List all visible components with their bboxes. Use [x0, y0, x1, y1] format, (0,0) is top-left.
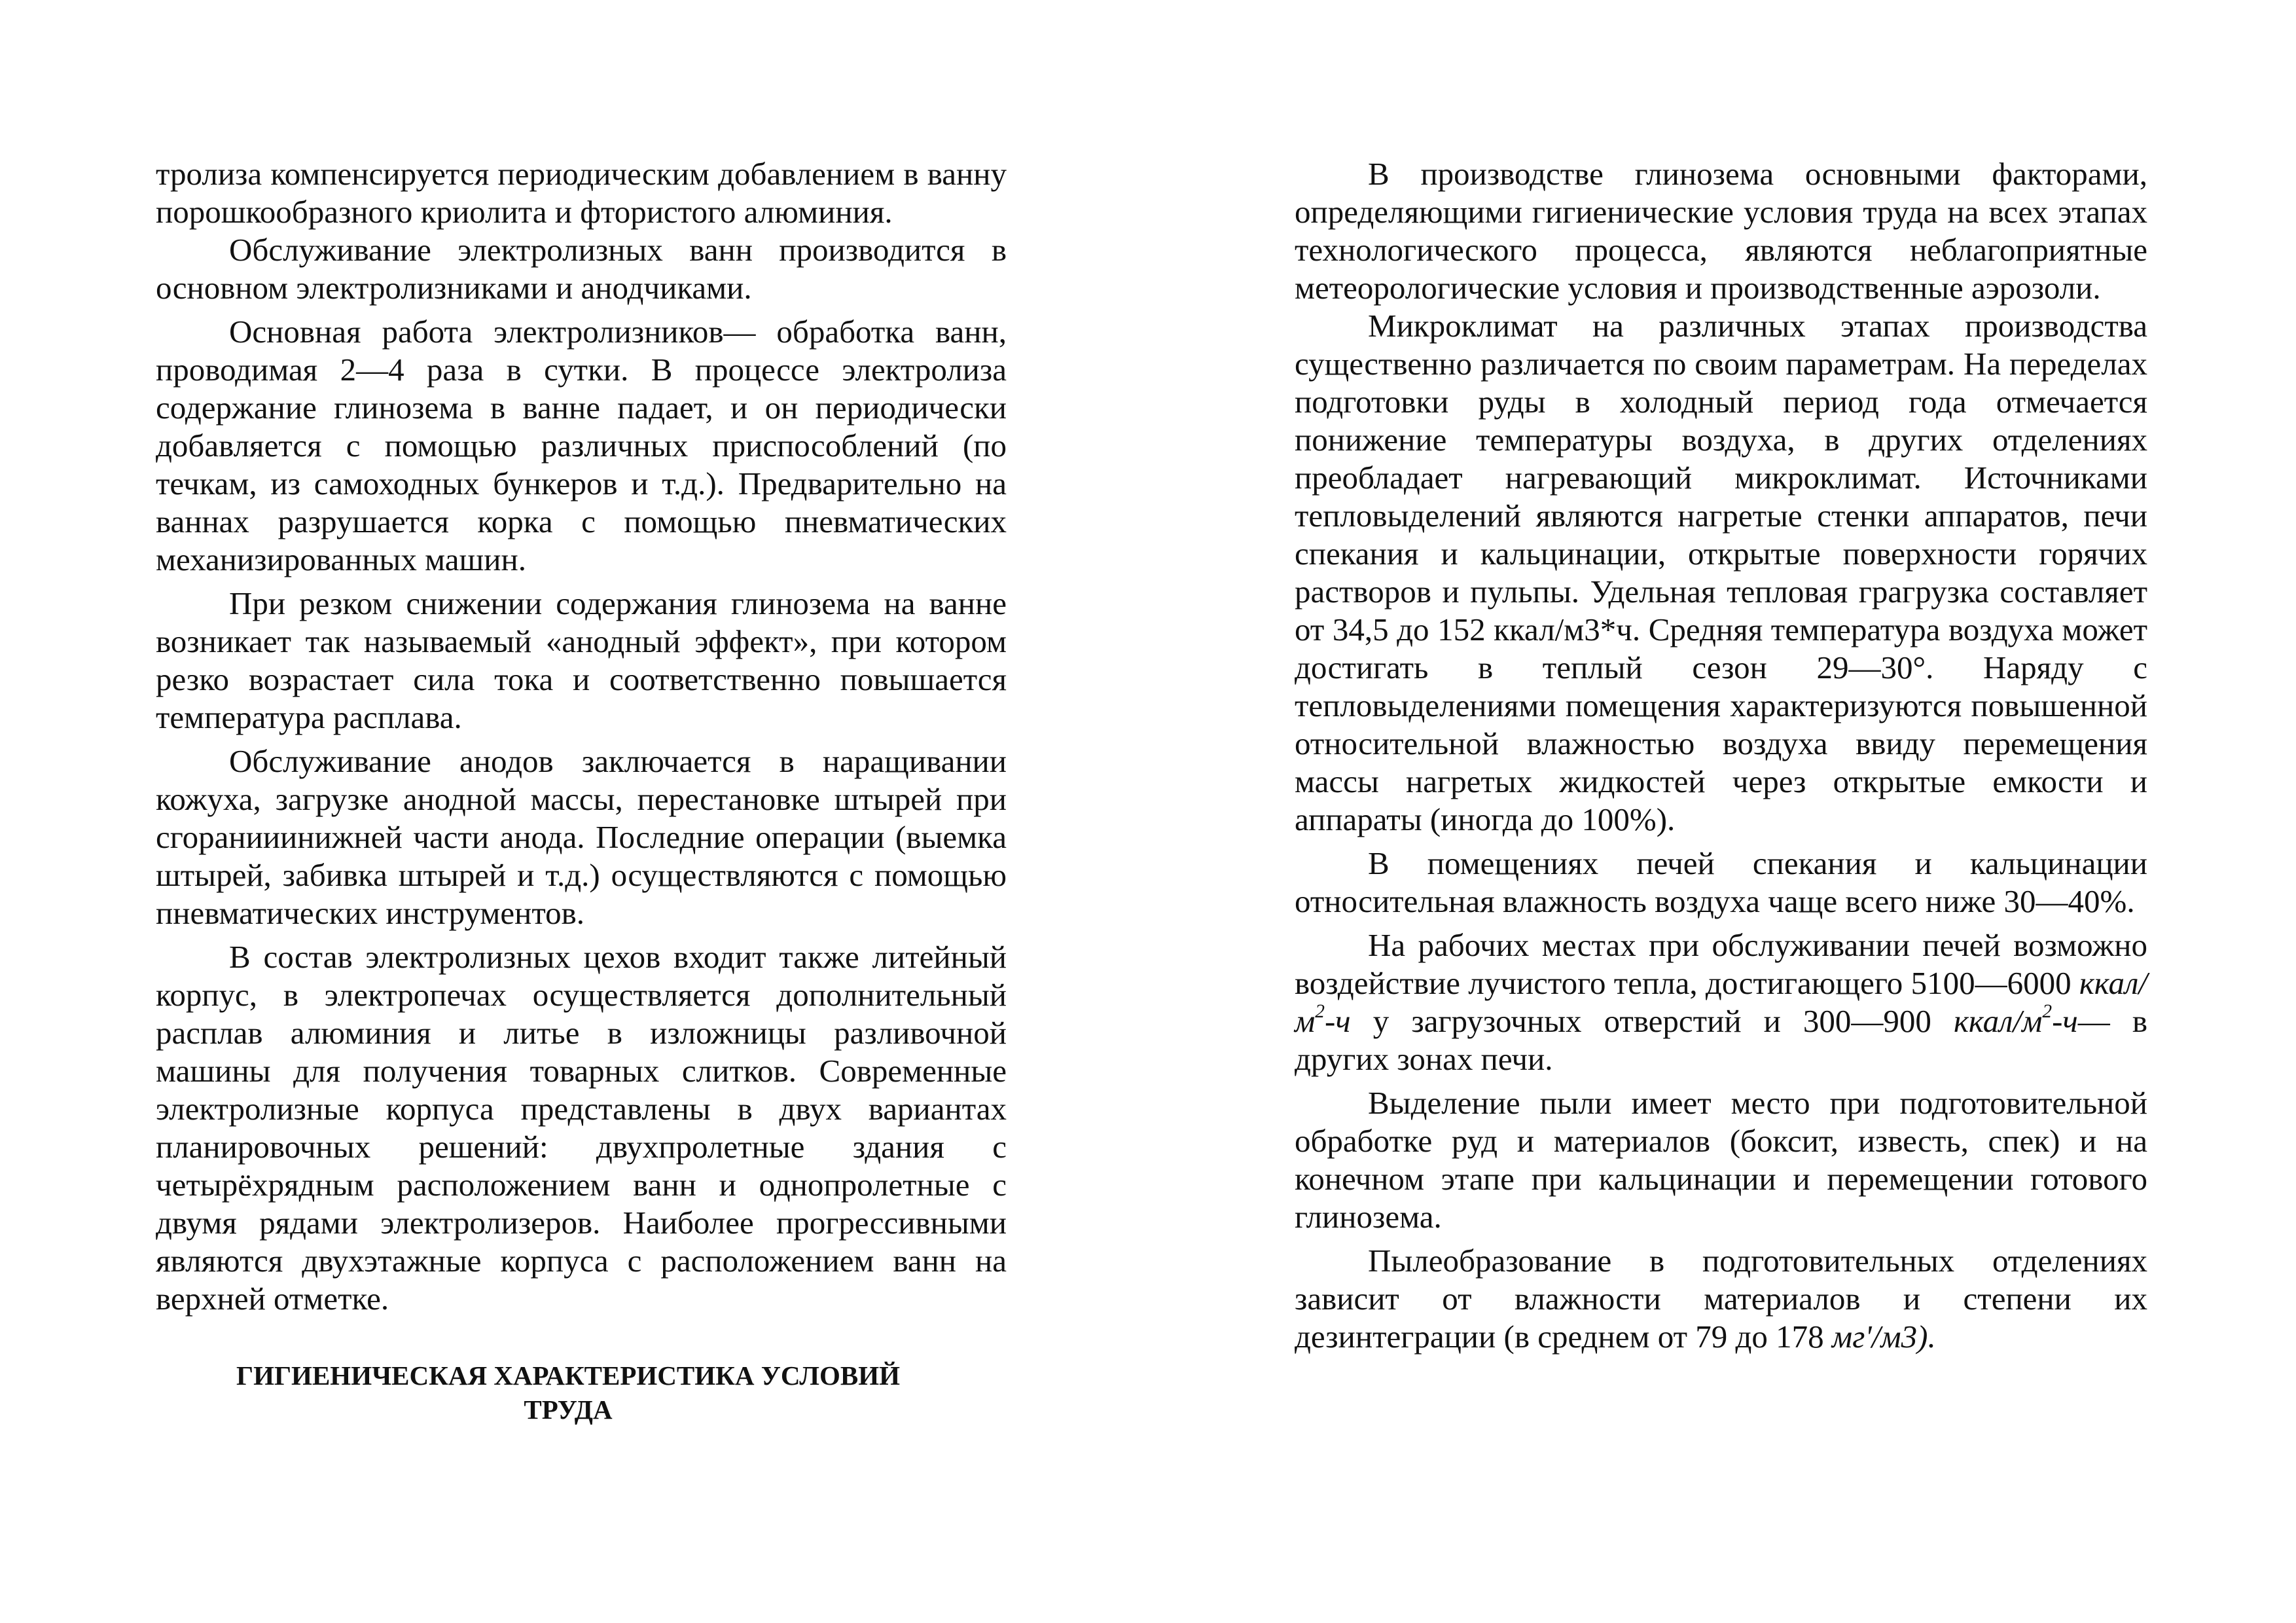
paragraph-anode-service: Обслуживание анодов заключается в наращивании кожуха, загрузке анодной массы, перестановке штырей при сгоранииинижней части анода. Последние операции (выемка штырей, забивка штырей и т.д.) осуществляются с помощью пневматических инструментов.	[156, 743, 1007, 931]
section-heading-line2: ТРУДА	[524, 1395, 613, 1425]
radiant-heat-unit-b	[1954, 1000, 2078, 1039]
paragraph-bath-service: Обслуживание электролизных ванн производится в основном электролизниками и анодчиками.	[156, 232, 1007, 306]
unit-b-base: ккал/м	[1954, 1003, 2043, 1039]
paragraph-dust-release: Выделение пыли имеет место при подготовительной обработке руд и материалов (боксит, известь, спек) и на конечном этапе при кальцинации и перемещении готового глинозема.	[1295, 1085, 2147, 1235]
paragraph-dust-formation	[1295, 1242, 2147, 1356]
section-heading-line1: ГИГИЕНИЧЕСКАЯ ХАРАКТЕРИСТИКА УСЛОВИЙ	[236, 1360, 900, 1391]
unit-a-tail: -ч	[1324, 1003, 1351, 1039]
radiant-heat-text-start: На рабочих местах при обслуживании печей возможно воздействие лучистого тепла, достигающего 5100—6000	[1295, 927, 2147, 1001]
unit-b-tail: -ч	[2052, 1003, 2078, 1039]
right-column	[1295, 155, 2147, 1356]
paragraph-electrolysis-work: Основная работа электролизников— обработка ванн, проводимая 2—4 раза в сутки. В процессе электролиза содержание глинозема в ванне падает, и он периодически добавляется с помощью различных приспособлений (по течкам, из самоходных бункеров и т.д.). Предварительно на ваннах разрушается корка с помощью пневматических механизированных машин.	[156, 314, 1007, 577]
paragraph-radiant-heat	[1295, 926, 2147, 1078]
paragraph-alumina-factors: В производстве глинозема основными факторами, определяющими гигиенические условия труда на всех этапах технологического процесса, являются неблагоприятные метеорологические условия и производственные аэрозоли.	[1295, 156, 2147, 306]
radiant-heat-text-end: — в других зонах печи.	[1295, 1003, 2147, 1077]
unit-b-exponent: 2	[2042, 1000, 2053, 1022]
paragraph-electrolysis-continuation: тролиза компенсируется периодическим добавлением в ванну порошкообразного криолита и фтористого алюминия.	[156, 156, 1007, 230]
dust-formation-unit: мг'/м3).	[1831, 1319, 1936, 1355]
paragraph-microclimate: Микроклимат на различных этапах производства существенно различается по своим параметрам. На переделах подготовки руды в холодный период года отмечается понижение температуры воздуха, в других отделениях преобладает нагревающий микроклимат. Источниками тепловыделений являются нагретые стенки аппаратов, печи спекания и кальцинации, открытые поверхности горячих растворов и пульпы. Удельная тепловая грагрузка составляет от 34,5 до 152 ккал/м3*ч. Средняя температура воздуха может достигать в теплый сезон 29—30°. Наряду с тепловыделениями помещения характеризуются повышенной относительной влажностью воздуха ввиду перемещения массы нагретых жидкостей через открытые емкости и аппараты (иногда до 100%).	[1295, 308, 2147, 837]
left-column	[156, 155, 1007, 1427]
paragraph-casting-building: В состав электролизных цехов входит также литейный корпус, в электропечах осуществляется дополнительный расплав алюминия и литье в изложницы разливочной машины для получения товарных слитков. Современные электролизные корпуса представлены в двух вариантах планировочных решений: двухпролетные здания с четырёхрядным расположением ванн и однопролетные с двумя рядами электролизеров. Наиболее прогрессивными являются двухэтажные корпуса с расположением ванн на верхней отметке.	[156, 939, 1007, 1317]
unit-a-base: ккал/м	[1295, 965, 2147, 1039]
paragraph-anode-effect: При резком снижении содержания глинозема на ванне возникает так называемый «анодный эффект», при котором резко возрастает сила тока и соответственно повышается температура расплава.	[156, 585, 1007, 735]
paragraph-humidity: В помещениях печей спекания и кальцинации относительная влажность воздуха чаще всего ниже 30—40%.	[1295, 845, 2147, 919]
radiant-heat-text-middle: у загрузочных отверстий и 300—900	[1350, 1003, 1954, 1039]
dust-formation-text: Пылеобразование в подготовительных отделениях зависит от влажности материалов и степени их дезинтеграции (в среднем от 79 до 178	[1295, 1243, 2147, 1355]
section-heading	[156, 1359, 1007, 1427]
unit-a-exponent: 2	[1315, 1000, 1325, 1022]
